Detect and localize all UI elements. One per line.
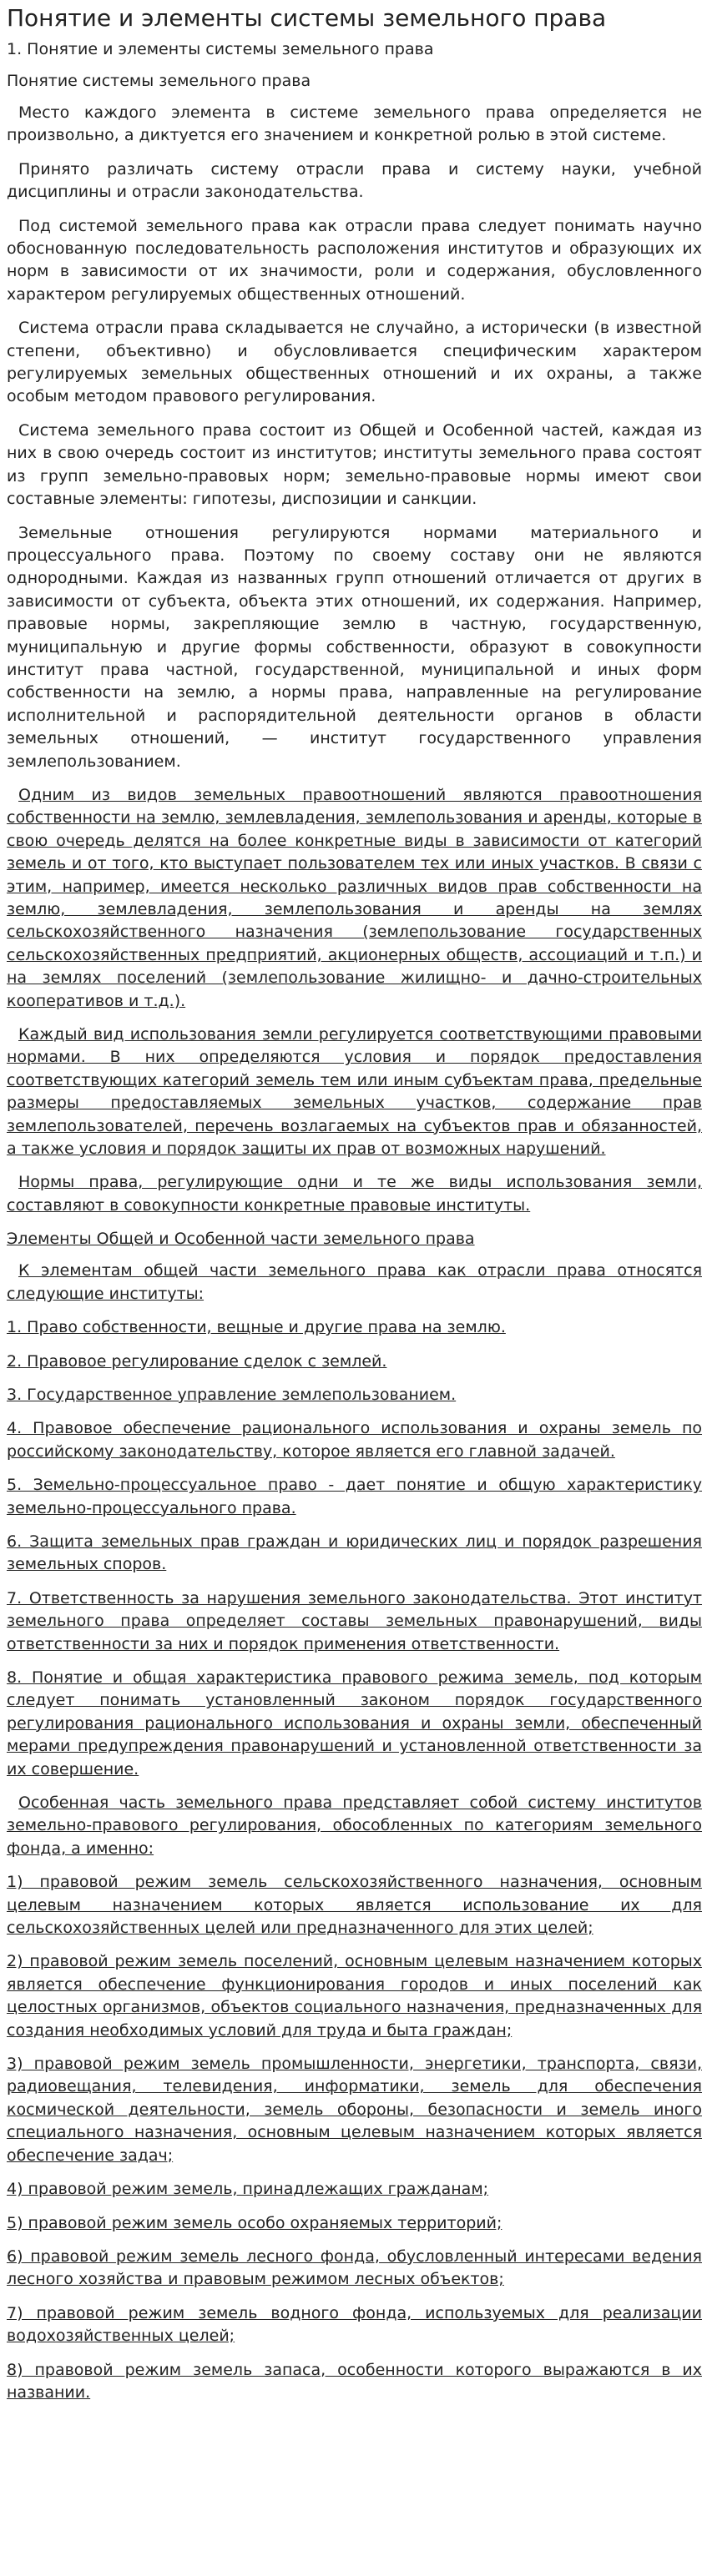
paragraph: Система земельного права состоит из Общей и Особенной частей, каждая из них в свою очередь состоит из институтов; институты земельного права состоят из групп земельно-правовых норм; земельно-правовые нормы имеют свои составные элементы: гипотезы, диспозиции и санкции.	[7, 420, 702, 509]
underlined-paragraph: Одним из видов земельных правоотношений являются правоотношения собственности на землю, землевладения, землепользования и аренды, которые в свою очередь делятся на более конкретные виды в зависимости от категорий земель и от того, кто выступает пользователем тех или иных участков. В связи с этим, например, имеется несколько различных видов прав собственности на землю, землевладения, землепользования и аренды на землях сельскохозяйственного назначения (землепользование государственных сельскохозяйственных предприятий, акционерных обществ, ассоциаций и т.п.) и на землях поселений (землепользование жилищно- и дачно-строительных кооперативов и т.д.).	[7, 785, 702, 1010]
list-item: 1) правовой режим земель сельскохозяйственного назначения, основным целевым назначением которых является использование их для сельскохозяйственных целей или предназначенного для этих целей;	[7, 1873, 702, 1938]
underlined-paragraph: Каждый вид использования земли регулируется соответствующими правовыми нормами. В них определяются условия и порядок предоставления соответствующих категорий земель тем или иным субъектам права, предельные размеры предоставляемых земельных участков, содержание прав землепользователей, перечень возлагаемых на субъектов прав и обязанностей, а также условия и порядок защиты их прав от возможных нарушений.	[7, 1025, 702, 1159]
list-item: 3. Государственное управление землепользованием.	[7, 1385, 457, 1404]
section-heading: Элементы Общей и Особенной части земельного права	[7, 1230, 475, 1249]
underlined-paragraph: Нормы права, регулирующие одни и те же виды использования земли, составляют в совокупности конкретные правовые институты.	[7, 1173, 702, 1215]
list-item: 5) правовой режим земель особо охраняемых территорий;	[7, 2213, 502, 2232]
list-item: 5. Земельно-процессуальное право - дает понятие и общую характеристику земельно-процессуального права.	[7, 1476, 702, 1517]
list-item: 6. Защита земельных прав граждан и юридических лиц и порядок разрешения земельных споров.	[7, 1532, 702, 1574]
section-heading: 1. Понятие и элементы системы земельного права	[7, 40, 434, 58]
list-item: 2. Правовое регулирование сделок с землей.	[7, 1351, 387, 1371]
list-item: 7. Ответственность за нарушения земельного законодательства. Этот институт земельного права определяет составы земельных правонарушений, виды ответственности за них и порядок применения ответственности.	[7, 1588, 702, 1653]
paragraph: Система отрасли права складывается не случайно, а исторически (в известной степени, объективно) и обусловливается специфическим характером регулируемых земельных общественных отношений и их охраны, а также особым методом правового регулирования.	[7, 319, 702, 406]
list-item: 2) правовой режим земель поселений, основным целевым назначением которых является обеспечение функционирования городов и иных поселений как целостных организмов, объектов социального назначения, предназначенных для создания необходимых условий для труда и быта граждан;	[7, 1952, 702, 2040]
list-item: 1. Право собственности, вещные и другие права на землю.	[7, 1318, 506, 1337]
paragraph: Принято различать систему отрасли права и систему науки, учебной дисциплины и отрасли законодательства.	[7, 159, 702, 202]
section-subheading: Понятие системы земельного права	[7, 72, 311, 90]
list-item: 4. Правовое обеспечение рационального использования и охраны земель по российскому законодательству, которое является его главной задачей.	[7, 1419, 702, 1461]
general-part-intro: К элементам общей части земельного права как отрасли правa относятся следующие институты:	[7, 1261, 702, 1303]
special-part-intro: Особенная часть земельного права представляет собой систему институтов земельно-правового регулирования, обособленных по категориям земельного фонда, а именно:	[7, 1794, 702, 1858]
paragraph: Место каждого элемента в системе земельного права определяется не произвольно, а диктуется его значением и конкретной ролью в этой системе.	[7, 103, 702, 145]
list-item: 3) правовой режим земель промышленности, энергетики, транспорта, связи, радиовещания, телевидения, информатики, земель для обеспечения космической деятельности, земель обороны, безопасности и земель иного специального назначения, основным целевым назначением которых является обеспечение задач;	[7, 2055, 702, 2165]
paragraph: Земельные отношения регулируются нормами материального и процессуального права. Поэтому по своему составу они не являются однородными. Каждая из названных групп отношений отличается от других в зависимости от субъекта, объекта этих отношений, их содержания. Например, правовые нормы, закрепляющие землю в частную, государственную, муниципальную и другие формы собственности, образуют в совокупности институт права частной, государственной, муниципальной и иных форм собственности на землю, а нормы права, направленные на регулирование исполнительной и распорядительной деятельности органов в области земельных отношений, — институт государственного управления землепользованием.	[7, 523, 702, 771]
list-item: 4) правовой режим земель, принадлежащих гражданам;	[7, 2180, 489, 2199]
page-title: Понятие и элементы системы земельного права	[7, 4, 607, 32]
paragraph: Под системой земельного права как отрасли права следует понимать научно обоснованную последовательность расположения институтов и образующих их норм в зависимости от их значимости, роли и содержания, обусловленного характером регулируемых общественных отношений.	[7, 216, 702, 304]
list-item: 8. Понятие и общая характеристика правового режима земель, под которым следует понимать установленный законом порядок государственного регулирования рационального использования и охраны земли, обеспеченный мерами предупреждения правонарушений и установленной ответственности за их совершение.	[7, 1668, 702, 1779]
list-item: 6) правовой режим земель лесного фонда, обусловленный интересами ведения лесного хозяйства и правовым режимом лесных объектов;	[7, 2246, 702, 2289]
list-item: 7) правовой режим земель водного фонда, используемых для реализации водохозяйственных целей;	[7, 2303, 702, 2346]
list-item: 8) правовой режим земель запаса, особенности которого выражаются в их названии.	[7, 2360, 702, 2402]
